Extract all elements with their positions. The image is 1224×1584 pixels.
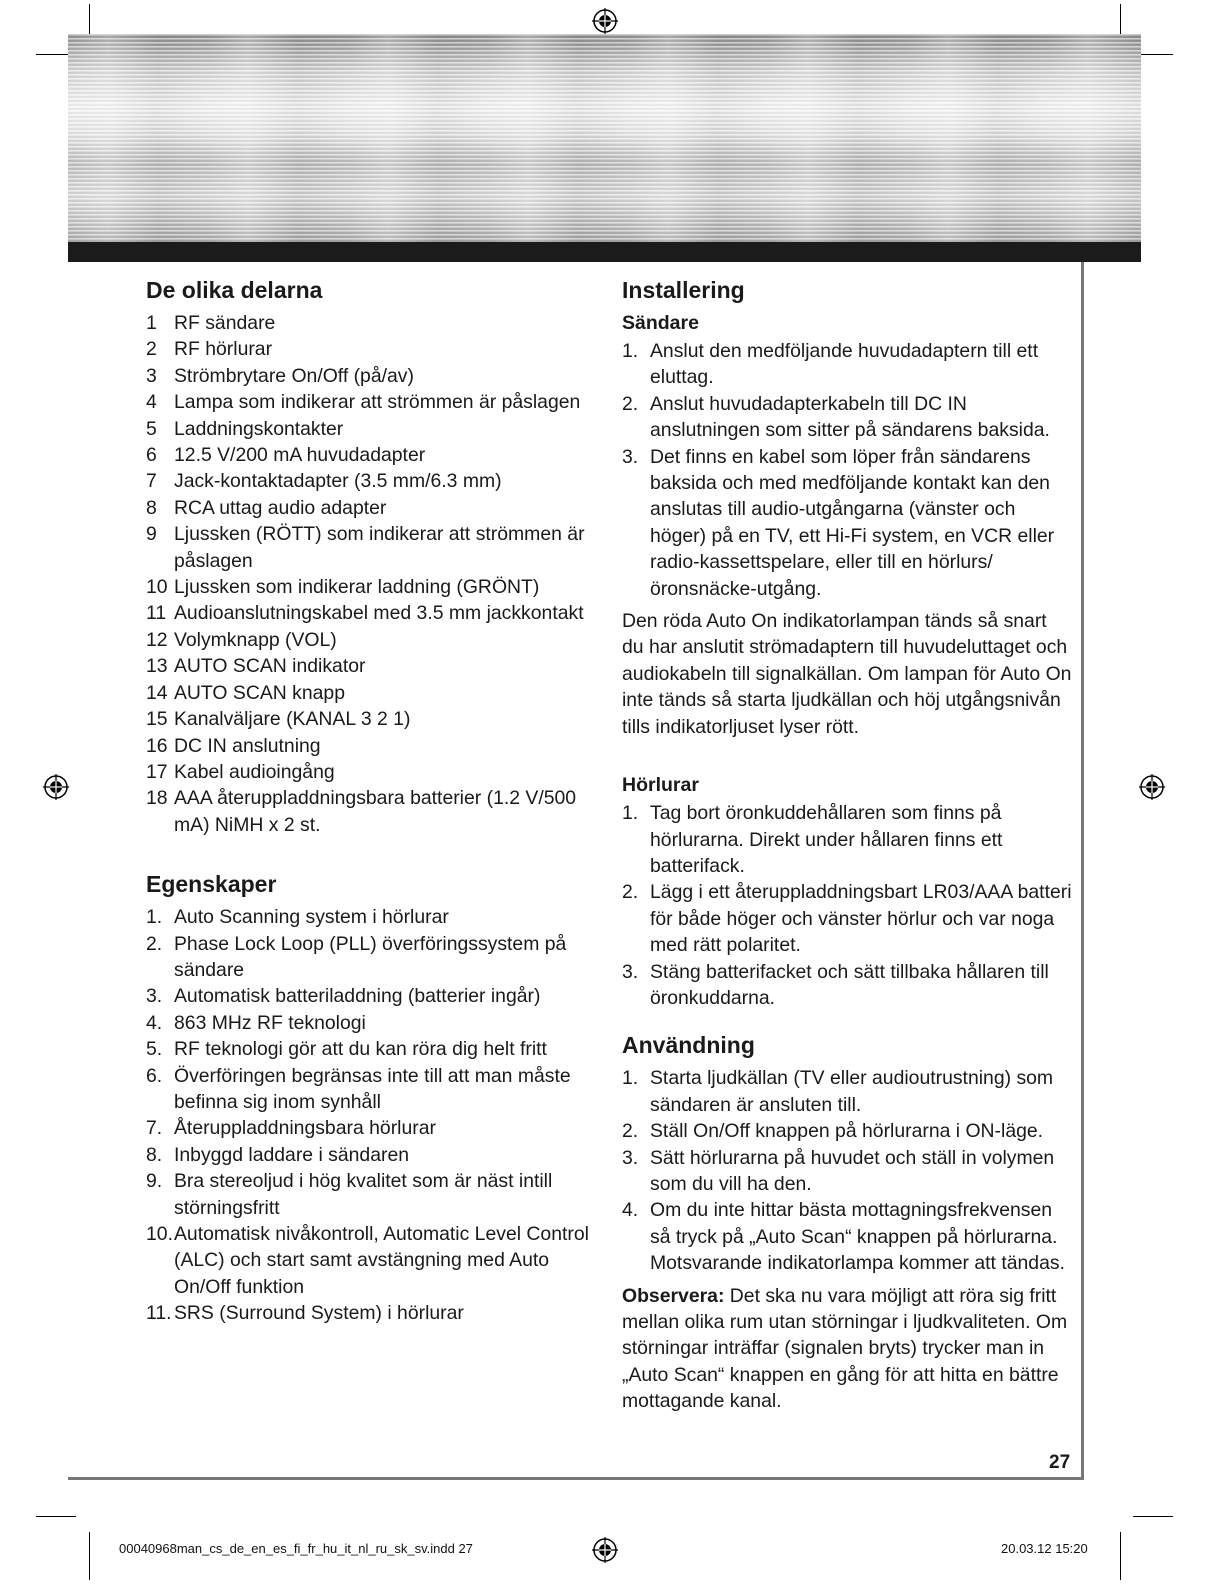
list-item: [146, 983, 596, 1009]
usage-heading: Användning: [622, 1032, 755, 1059]
parts-heading: De olika delarna: [146, 277, 323, 303]
list-item-text: Tag bort öronkuddehållaren som finns på hörlurarna. Direkt under hållaren finns ett batterifack.: [650, 802, 1003, 877]
list-item-number: 5: [146, 417, 157, 440]
observe-note: [622, 1283, 1072, 1415]
header-brushed-metal-band: [68, 34, 1141, 242]
list-item-text: AUTO SCAN knapp: [174, 681, 345, 704]
list-item: [146, 733, 596, 759]
list-item-number: 9: [146, 523, 157, 546]
list-item-number: 2: [146, 338, 157, 361]
list-item-text: AAA återuppladdningsbara batterier (1.2 V/500 mA) NiMH x 2 st.: [174, 787, 577, 836]
list-item-number: 4: [146, 391, 157, 414]
list-item: [146, 574, 596, 600]
list-item-text: Volymknapp (VOL): [174, 628, 337, 651]
header-dark-strip: [68, 242, 1141, 262]
list-item-number: 14: [146, 681, 168, 704]
list-item: [146, 1142, 596, 1168]
list-item: [146, 1036, 596, 1062]
list-item-number: 16: [146, 734, 168, 757]
list-item-number: 5.: [146, 1038, 163, 1061]
list-item-text: Bra stereoljud i hög kvalitet som är näst intill störningsfritt: [174, 1170, 553, 1219]
list-item: [146, 363, 596, 389]
observe-text: Det ska nu vara möjligt att röra sig fritt mellan olika rum utan störningar i ljudkvaliteten. Om störningar inträffar (signalen bryts) trycker man in „Auto Scan“ knappen en gång för att hitta en bättre mottagande kanal.: [622, 1284, 1068, 1413]
list-item-text: Automatisk nivåkontroll, Automatic Level Control (ALC) och start samt avstängning med Auto On/Off funktion: [174, 1223, 589, 1298]
right-column: [622, 274, 1072, 1415]
list-item-number: 2.: [622, 881, 639, 904]
list-item: [146, 1010, 596, 1036]
list-item-text: Laddningskontakter: [174, 417, 344, 440]
list-item: [146, 521, 596, 574]
list-item-text: Auto Scanning system i hörlurar: [174, 906, 449, 929]
list-item-text: Audioanslutningskabel med 3.5 mm jackkontakt: [174, 602, 584, 625]
list-item: [146, 495, 596, 521]
list-item-number: 13: [146, 655, 168, 678]
list-item-text: Strömbrytare On/Off (på/av): [174, 364, 414, 387]
list-item-text: RF hörlurar: [174, 338, 273, 361]
list-item-number: 4.: [146, 1011, 163, 1034]
list-item: [146, 416, 596, 442]
list-item-number: 3.: [622, 445, 639, 468]
list-item: [622, 1197, 1072, 1276]
installation-heading: Installering: [622, 277, 745, 303]
list-item: [146, 904, 596, 930]
list-item-number: 7: [146, 470, 157, 493]
list-item: [146, 627, 596, 653]
features-heading: Egenskaper: [146, 871, 277, 898]
list-item-text: SRS (Surround System) i hörlurar: [174, 1302, 464, 1325]
list-item-number: 3.: [146, 985, 163, 1008]
observe-label: Observera:: [622, 1284, 725, 1307]
list-item: [622, 338, 1072, 391]
list-item-text: Ljussken som indikerar laddning (GRÖNT): [174, 576, 540, 599]
list-item: [146, 310, 596, 336]
list-item-number: 2.: [622, 1120, 639, 1143]
list-item: [146, 1168, 596, 1221]
list-item-number: 3.: [622, 960, 639, 983]
list-item-number: 11: [146, 602, 167, 625]
list-item-number: 9.: [146, 1170, 163, 1193]
list-item-text: Ljussken (RÖTT) som indikerar att strömmen är påslagen: [174, 523, 585, 572]
list-item-text: AUTO SCAN indikator: [174, 655, 366, 678]
list-item-text: Det finns en kabel som löper från sändarens baksida och med medföljande kontakt kan den anslutas till audio-utgångarna (vänster och höger) på en TV, ett Hi-Fi system, en VCR eller radio-kassettspelare, eller till en hörlurs/ öronsnäcke-utgång.: [650, 445, 1055, 600]
usage-steps-list: [622, 1065, 1072, 1276]
list-item: [146, 931, 596, 984]
list-item-text: Inbyggd laddare i sändaren: [174, 1143, 410, 1166]
list-item-text: Stäng batterifacket och sätt tillbaka hållaren till öronkuddarna.: [650, 960, 1049, 1009]
list-item-number: 4.: [622, 1199, 639, 1222]
list-item-text: Ställ On/Off knappen på hörlurarna i ON-läge.: [650, 1120, 1044, 1143]
transmitter-subheading: Sändare: [622, 312, 699, 334]
list-item-text: RCA uttag audio adapter: [174, 496, 387, 519]
list-item-number: 1.: [146, 906, 163, 929]
list-item-number: 10.: [146, 1223, 173, 1245]
page-number: 27: [1049, 1452, 1071, 1473]
list-item-text: RF sändare: [174, 312, 276, 334]
list-item-number: 3: [146, 364, 157, 387]
page-frame-right: [1081, 262, 1084, 1480]
list-item: [622, 879, 1072, 958]
list-item-text: Kabel audioingång: [174, 760, 335, 783]
list-item-number: 1.: [622, 802, 639, 825]
left-column: [146, 274, 596, 1327]
list-item-number: 12: [146, 628, 168, 651]
list-item-text: RF teknologi gör att du kan röra dig helt fritt: [174, 1038, 547, 1061]
list-item-number: 6: [146, 444, 157, 467]
list-item: [622, 1065, 1072, 1118]
list-item-text: 863 MHz RF teknologi: [174, 1011, 366, 1034]
headphones-subheading: Hörlurar: [622, 774, 699, 797]
list-item: [146, 759, 596, 785]
list-item-number: 8.: [146, 1143, 163, 1166]
list-item: [146, 389, 596, 415]
features-list: [146, 904, 596, 1327]
list-item-number: 11.: [146, 1302, 172, 1325]
list-item-number: 1: [146, 312, 157, 334]
list-item-text: Anslut huvudadapterkabeln till DC IN anslutningen som sitter på sändarens baksida.: [650, 392, 1050, 442]
list-item-number: 6.: [146, 1064, 163, 1087]
list-item-number: 2.: [622, 392, 639, 415]
list-item: [146, 600, 596, 626]
list-item-text: Phase Lock Loop (PLL) överföringssystem på sändare: [174, 932, 567, 981]
list-item-number: 3.: [622, 1146, 639, 1169]
list-item: [146, 1221, 596, 1300]
crop-mark: [36, 1516, 76, 1517]
list-item-text: Starta ljudkällan (TV eller audioutrustning) som sändaren är ansluten till.: [650, 1067, 1054, 1116]
list-item: [146, 1063, 596, 1116]
registration-mark-icon: [592, 1537, 618, 1563]
list-item: [622, 1145, 1072, 1198]
list-item-number: 7.: [146, 1117, 163, 1140]
parts-list: [146, 310, 596, 838]
list-item-text: Automatisk batteriladdning (batterier ingår): [174, 985, 541, 1008]
registration-mark-icon: [43, 774, 69, 800]
list-item: [146, 680, 596, 706]
list-item-number: 18: [146, 787, 168, 810]
transmitter-note: Den röda Auto On indikatorlampan tänds så snart du har anslutit strömadaptern till huvudeluttaget och audiokabeln till signalkällan. Om lampan för Auto On inte tänds så starta ljudkällan och höj utgångsnivån tills indikatorljuset lyser rött.: [622, 610, 1072, 738]
list-item: [146, 785, 596, 838]
transmitter-steps-list: [622, 338, 1072, 602]
crop-mark: [1133, 1516, 1173, 1517]
list-item-text: Återuppladdningsbara hörlurar: [174, 1117, 436, 1140]
crop-mark: [89, 1532, 90, 1580]
list-item: [146, 336, 596, 362]
list-item: [146, 468, 596, 494]
footer-datetime: 20.03.12 15:20: [1001, 1541, 1088, 1556]
list-item-text: Om du inte hittar bästa mottagningsfrekvensen så tryck på „Auto Scan“ knappen på hörlurarna. Motsvarande indikatorlampa kommer att tändas.: [650, 1199, 1065, 1275]
list-item-number: 2.: [146, 932, 163, 955]
list-item-text: Kanalväljare (KANAL 3 2 1): [174, 708, 411, 731]
list-item-number: 15: [146, 708, 168, 731]
list-item: [146, 706, 596, 732]
list-item: [146, 1300, 596, 1326]
list-item: [622, 959, 1072, 1012]
footer-filename: 00040968man_cs_de_en_es_fi_fr_hu_it_nl_ru_sk_sv.indd 27: [119, 1541, 473, 1556]
list-item: [146, 442, 596, 468]
list-item-text: Överföringen begränsas inte till att man måste befinna sig inom synhåll: [174, 1064, 571, 1113]
list-item-text: Lägg i ett återuppladdningsbart LR03/AAA batteri för både höger och vänster hörlur och var noga med rätt polaritet.: [650, 881, 1072, 957]
list-item: [622, 444, 1072, 602]
registration-mark-icon: [592, 8, 618, 34]
headphones-steps-list: [622, 800, 1072, 1011]
list-item: [622, 800, 1072, 879]
list-item: [622, 391, 1072, 444]
list-item-text: 12.5 V/200 mA huvudadapter: [174, 444, 426, 467]
list-item-number: 1.: [622, 1067, 639, 1090]
list-item: [146, 653, 596, 679]
list-item-text: Anslut den medföljande huvudadaptern till ett eluttag.: [650, 340, 1039, 389]
list-item: [146, 1115, 596, 1141]
list-item-number: 17: [146, 760, 168, 783]
list-item-number: 1.: [622, 340, 639, 362]
list-item-text: Sätt hörlurarna på huvudet och ställ in volymen som du vill ha den.: [650, 1146, 1055, 1195]
list-item-number: 8: [146, 496, 157, 519]
list-item: [622, 1118, 1072, 1144]
list-item-text: DC IN anslutning: [174, 734, 321, 757]
list-item-text: Lampa som indikerar att strömmen är påslagen: [174, 391, 581, 414]
list-item-text: Jack-kontaktadapter (3.5 mm/6.3 mm): [174, 470, 502, 493]
registration-mark-icon: [1139, 774, 1165, 800]
list-item-number: 10: [146, 576, 168, 599]
crop-mark: [1120, 1532, 1121, 1580]
page-frame-bottom: [68, 1477, 1084, 1480]
